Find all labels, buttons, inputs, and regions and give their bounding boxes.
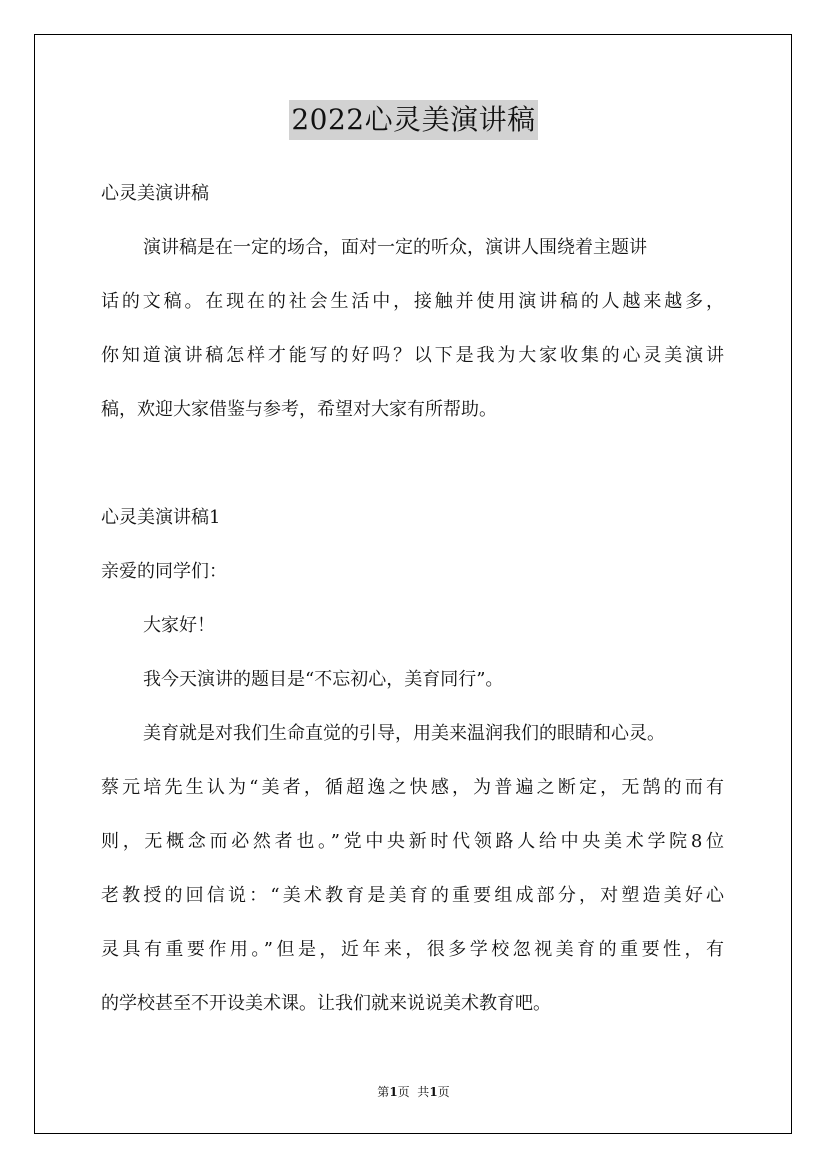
footer-page-total: 1 bbox=[429, 1085, 438, 1099]
intro-line-4: 稿，欢迎大家借鉴与参考，希望对大家有所帮助。 bbox=[101, 399, 497, 420]
footer-mid: 页 共 bbox=[397, 1085, 430, 1099]
page-footer bbox=[0, 1084, 827, 1100]
intro-line-2: 话的文稿。在现在的社会生活中，接触并使用演讲稿的人越来越多， bbox=[101, 291, 724, 312]
intro-line-3: 你知道演讲稿怎样才能写的好吗？以下是我为大家收集的心灵美演讲 bbox=[101, 345, 724, 366]
body-line-3: 则，无概念而必然者也。”党中央新时代领路人给中央美术学院8位 bbox=[101, 831, 724, 852]
footer-page-current: 1 bbox=[389, 1085, 398, 1099]
body-line-4: 老教授的回信说：“美术教育是美育的重要组成部分，对塑造美好心 bbox=[101, 885, 724, 906]
title-container bbox=[0, 100, 827, 140]
intro-heading: 心灵美演讲稿 bbox=[101, 183, 209, 204]
footer-prefix: 第 bbox=[377, 1085, 390, 1099]
body-line-2: 蔡元培先生认为“美者，循超逸之快感，为普遍之断定，无鹄的而有 bbox=[101, 777, 724, 798]
topic-line: 我今天演讲的题目是“不忘初心，美育同行”。 bbox=[143, 669, 504, 690]
body-line-5: 灵具有重要作用。”但是，近年来，很多学校忽视美育的重要性，有 bbox=[101, 939, 724, 960]
document-title: 2022心灵美演讲稿 bbox=[289, 100, 537, 140]
salutation: 亲爱的同学们： bbox=[101, 561, 227, 582]
section1-heading: 心灵美演讲稿1 bbox=[101, 507, 221, 528]
greeting: 大家好！ bbox=[143, 615, 215, 636]
intro-line-1: 演讲稿是在一定的场合，面对一定的听众，演讲人围绕着主题讲 bbox=[143, 237, 647, 258]
body-line-6: 的学校甚至不开设美术课。让我们就来说说美术教育吧。 bbox=[101, 993, 551, 1014]
footer-suffix: 页 bbox=[437, 1085, 450, 1099]
body-line-1: 美育就是对我们生命直觉的引导，用美来温润我们的眼睛和心灵。 bbox=[143, 723, 665, 744]
